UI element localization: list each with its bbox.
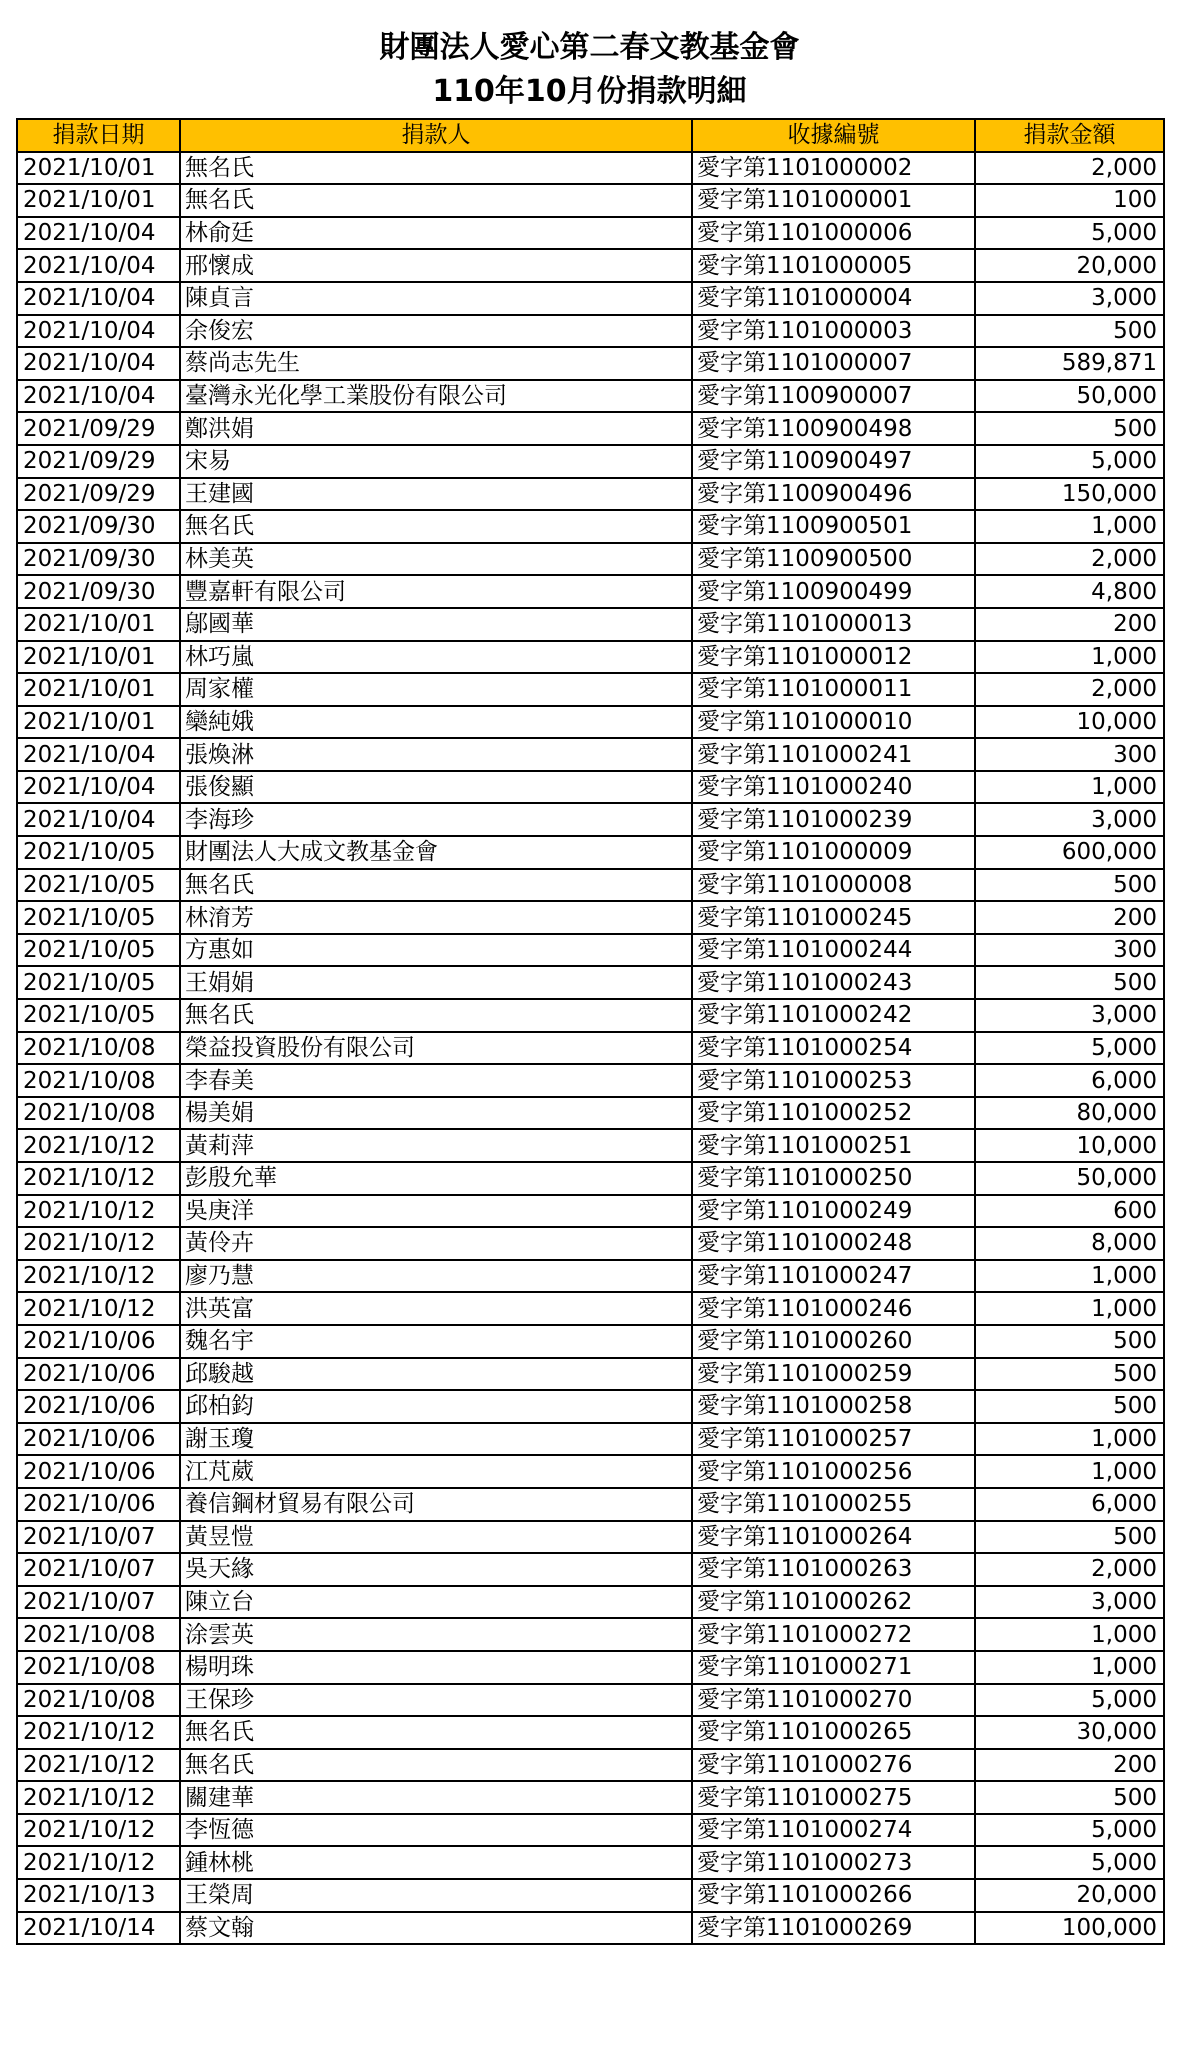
cell-receipt-number: 愛字第1101000257 — [692, 1423, 975, 1456]
cell-date: 2021/10/05 — [17, 836, 180, 869]
cell-donor: 張煥淋 — [180, 738, 692, 771]
cell-amount: 50,000 — [975, 1162, 1164, 1195]
table-row — [17, 771, 1164, 804]
cell-date: 2021/10/12 — [17, 1814, 180, 1847]
cell-receipt-number: 愛字第1101000271 — [692, 1651, 975, 1684]
table-row — [17, 1521, 1164, 1554]
cell-donor: 彭殷允華 — [180, 1162, 692, 1195]
cell-amount: 5,000 — [975, 1814, 1164, 1847]
cell-donor: 邱柏鈞 — [180, 1390, 692, 1423]
cell-donor: 豐嘉軒有限公司 — [180, 575, 692, 608]
table-row — [17, 1749, 1164, 1782]
cell-donor: 宋易 — [180, 445, 692, 478]
table-row — [17, 1097, 1164, 1130]
cell-receipt-number: 愛字第1101000247 — [692, 1260, 975, 1293]
cell-receipt-number: 愛字第1101000254 — [692, 1032, 975, 1065]
table-row — [17, 1423, 1164, 1456]
cell-date: 2021/10/06 — [17, 1390, 180, 1423]
cell-date: 2021/10/12 — [17, 1846, 180, 1879]
table-row — [17, 1716, 1164, 1749]
cell-date: 2021/10/04 — [17, 771, 180, 804]
table-header — [17, 119, 1164, 152]
cell-date: 2021/10/01 — [17, 608, 180, 641]
cell-amount: 500 — [975, 1781, 1164, 1814]
cell-amount: 30,000 — [975, 1716, 1164, 1749]
cell-donor: 楊明珠 — [180, 1651, 692, 1684]
donation-table — [16, 118, 1165, 1945]
cell-donor: 張俊顯 — [180, 771, 692, 804]
cell-date: 2021/10/12 — [17, 1781, 180, 1814]
cell-receipt-number: 愛字第1101000252 — [692, 1097, 975, 1130]
cell-receipt-number: 愛字第1101000275 — [692, 1781, 975, 1814]
cell-receipt-number: 愛字第1101000010 — [692, 706, 975, 739]
cell-donor: 榮益投資股份有限公司 — [180, 1032, 692, 1065]
cell-date: 2021/10/08 — [17, 1032, 180, 1065]
cell-receipt-number: 愛字第1101000246 — [692, 1292, 975, 1325]
cell-date: 2021/10/12 — [17, 1162, 180, 1195]
table-row — [17, 641, 1164, 674]
cell-amount: 50,000 — [975, 380, 1164, 413]
cell-amount: 200 — [975, 901, 1164, 934]
cell-amount: 3,000 — [975, 999, 1164, 1032]
table-row — [17, 1912, 1164, 1945]
cell-date: 2021/09/29 — [17, 445, 180, 478]
cell-donor: 楊美娟 — [180, 1097, 692, 1130]
cell-date: 2021/10/01 — [17, 706, 180, 739]
cell-donor: 無名氏 — [180, 999, 692, 1032]
cell-donor: 魏名宇 — [180, 1325, 692, 1358]
table-row — [17, 575, 1164, 608]
cell-date: 2021/10/08 — [17, 1064, 180, 1097]
cell-amount: 150,000 — [975, 478, 1164, 511]
cell-donor: 吳天緣 — [180, 1553, 692, 1586]
cell-date: 2021/10/12 — [17, 1227, 180, 1260]
cell-receipt-number: 愛字第1101000269 — [692, 1912, 975, 1945]
cell-amount: 10,000 — [975, 1129, 1164, 1162]
cell-receipt-number: 愛字第1101000248 — [692, 1227, 975, 1260]
table-row — [17, 412, 1164, 445]
cell-donor: 李海珍 — [180, 803, 692, 836]
cell-receipt-number: 愛字第1101000001 — [692, 184, 975, 217]
cell-amount: 500 — [975, 412, 1164, 445]
table-row — [17, 217, 1164, 250]
cell-receipt-number: 愛字第1101000008 — [692, 869, 975, 902]
cell-date: 2021/09/30 — [17, 575, 180, 608]
cell-date: 2021/10/04 — [17, 738, 180, 771]
cell-amount: 1,000 — [975, 1455, 1164, 1488]
cell-receipt-number: 愛字第1101000274 — [692, 1814, 975, 1847]
cell-receipt-number: 愛字第1100900496 — [692, 478, 975, 511]
cell-donor: 鍾林桃 — [180, 1846, 692, 1879]
table-row — [17, 608, 1164, 641]
cell-amount: 20,000 — [975, 1879, 1164, 1912]
cell-amount: 500 — [975, 1358, 1164, 1391]
cell-donor: 邱駿越 — [180, 1358, 692, 1391]
table-row — [17, 1195, 1164, 1228]
cell-amount: 1,000 — [975, 641, 1164, 674]
cell-donor: 無名氏 — [180, 184, 692, 217]
cell-amount: 500 — [975, 869, 1164, 902]
cell-amount: 1,000 — [975, 510, 1164, 543]
table-row — [17, 445, 1164, 478]
table-row — [17, 706, 1164, 739]
cell-donor: 林巧嵐 — [180, 641, 692, 674]
cell-donor: 無名氏 — [180, 510, 692, 543]
table-row — [17, 999, 1164, 1032]
cell-receipt-number: 愛字第1101000011 — [692, 673, 975, 706]
cell-receipt-number: 愛字第1101000249 — [692, 1195, 975, 1228]
cell-amount: 1,000 — [975, 1651, 1164, 1684]
cell-amount: 2,000 — [975, 152, 1164, 185]
table-row — [17, 1064, 1164, 1097]
table-row — [17, 543, 1164, 576]
cell-date: 2021/10/06 — [17, 1455, 180, 1488]
header-donor: 捐款人 — [180, 119, 692, 152]
cell-donor: 王建國 — [180, 478, 692, 511]
table-row — [17, 1227, 1164, 1260]
cell-receipt-number: 愛字第1101000244 — [692, 934, 975, 967]
cell-donor: 王榮周 — [180, 1879, 692, 1912]
cell-receipt-number: 愛字第1100900498 — [692, 412, 975, 445]
table-row — [17, 1325, 1164, 1358]
cell-date: 2021/10/04 — [17, 249, 180, 282]
cell-donor: 黃莉萍 — [180, 1129, 692, 1162]
cell-donor: 養信鋼材貿易有限公司 — [180, 1488, 692, 1521]
cell-amount: 100 — [975, 184, 1164, 217]
cell-date: 2021/10/04 — [17, 282, 180, 315]
cell-date: 2021/10/06 — [17, 1423, 180, 1456]
header-amount: 捐款金額 — [975, 119, 1164, 152]
cell-receipt-number: 愛字第1101000259 — [692, 1358, 975, 1391]
cell-amount: 200 — [975, 1749, 1164, 1782]
cell-amount: 589,871 — [975, 347, 1164, 380]
cell-amount: 200 — [975, 608, 1164, 641]
cell-date: 2021/10/06 — [17, 1488, 180, 1521]
cell-amount: 20,000 — [975, 249, 1164, 282]
table-row — [17, 1684, 1164, 1717]
cell-donor: 周家權 — [180, 673, 692, 706]
header-date: 捐款日期 — [17, 119, 180, 152]
cell-donor: 陳貞言 — [180, 282, 692, 315]
cell-receipt-number: 愛字第1101000003 — [692, 315, 975, 348]
table-row — [17, 869, 1164, 902]
cell-date: 2021/09/30 — [17, 510, 180, 543]
cell-date: 2021/10/01 — [17, 152, 180, 185]
table-row — [17, 934, 1164, 967]
cell-date: 2021/10/01 — [17, 184, 180, 217]
table-row — [17, 738, 1164, 771]
cell-donor: 黃昱愷 — [180, 1521, 692, 1554]
cell-donor: 方惠如 — [180, 934, 692, 967]
table-row — [17, 1651, 1164, 1684]
cell-amount: 10,000 — [975, 706, 1164, 739]
cell-date: 2021/10/04 — [17, 347, 180, 380]
cell-amount: 8,000 — [975, 1227, 1164, 1260]
cell-donor: 無名氏 — [180, 1749, 692, 1782]
cell-receipt-number: 愛字第1101000009 — [692, 836, 975, 869]
table-row — [17, 1455, 1164, 1488]
table-row — [17, 1358, 1164, 1391]
cell-receipt-number: 愛字第1101000005 — [692, 249, 975, 282]
table-row — [17, 347, 1164, 380]
cell-amount: 300 — [975, 934, 1164, 967]
table-row — [17, 1846, 1164, 1879]
cell-receipt-number: 愛字第1101000250 — [692, 1162, 975, 1195]
cell-receipt-number: 愛字第1101000256 — [692, 1455, 975, 1488]
cell-date: 2021/10/08 — [17, 1097, 180, 1130]
cell-amount: 5,000 — [975, 1684, 1164, 1717]
cell-amount: 2,000 — [975, 1553, 1164, 1586]
cell-amount: 5,000 — [975, 1846, 1164, 1879]
header-receipt-number: 收據編號 — [692, 119, 975, 152]
cell-receipt-number: 愛字第1101000272 — [692, 1618, 975, 1651]
table-row — [17, 282, 1164, 315]
cell-donor: 無名氏 — [180, 1716, 692, 1749]
cell-date: 2021/10/14 — [17, 1912, 180, 1945]
cell-date: 2021/10/12 — [17, 1260, 180, 1293]
cell-amount: 600,000 — [975, 836, 1164, 869]
cell-amount: 1,000 — [975, 1260, 1164, 1293]
cell-date: 2021/10/05 — [17, 869, 180, 902]
cell-amount: 1,000 — [975, 1423, 1164, 1456]
cell-donor: 洪英富 — [180, 1292, 692, 1325]
cell-amount: 2,000 — [975, 543, 1164, 576]
cell-date: 2021/10/05 — [17, 934, 180, 967]
cell-donor: 無名氏 — [180, 152, 692, 185]
cell-receipt-number: 愛字第1101000004 — [692, 282, 975, 315]
table-row — [17, 803, 1164, 836]
cell-date: 2021/10/04 — [17, 803, 180, 836]
cell-amount: 6,000 — [975, 1064, 1164, 1097]
cell-amount: 80,000 — [975, 1097, 1164, 1130]
cell-amount: 600 — [975, 1195, 1164, 1228]
cell-donor: 余俊宏 — [180, 315, 692, 348]
cell-date: 2021/10/08 — [17, 1684, 180, 1717]
cell-amount: 4,800 — [975, 575, 1164, 608]
cell-donor: 涂雲英 — [180, 1618, 692, 1651]
cell-date: 2021/09/29 — [17, 478, 180, 511]
cell-amount: 500 — [975, 315, 1164, 348]
cell-date: 2021/10/04 — [17, 217, 180, 250]
cell-amount: 5,000 — [975, 217, 1164, 250]
table-row — [17, 315, 1164, 348]
cell-date: 2021/10/05 — [17, 966, 180, 999]
table-row — [17, 966, 1164, 999]
cell-donor: 王保珍 — [180, 1684, 692, 1717]
cell-date: 2021/10/01 — [17, 641, 180, 674]
table-row — [17, 510, 1164, 543]
table-row — [17, 1260, 1164, 1293]
table-row — [17, 1390, 1164, 1423]
cell-amount: 500 — [975, 1521, 1164, 1554]
cell-receipt-number: 愛字第1101000265 — [692, 1716, 975, 1749]
cell-receipt-number: 愛字第1101000260 — [692, 1325, 975, 1358]
cell-receipt-number: 愛字第1101000273 — [692, 1846, 975, 1879]
table-row — [17, 836, 1164, 869]
table-row — [17, 1162, 1164, 1195]
cell-date: 2021/10/12 — [17, 1716, 180, 1749]
cell-donor: 謝玉瓊 — [180, 1423, 692, 1456]
cell-date: 2021/10/12 — [17, 1292, 180, 1325]
cell-donor: 林美英 — [180, 543, 692, 576]
cell-receipt-number: 愛字第1101000264 — [692, 1521, 975, 1554]
cell-donor: 王娟娟 — [180, 966, 692, 999]
cell-amount: 3,000 — [975, 282, 1164, 315]
cell-receipt-number: 愛字第1101000258 — [692, 1390, 975, 1423]
cell-date: 2021/10/05 — [17, 999, 180, 1032]
table-row — [17, 184, 1164, 217]
cell-receipt-number: 愛字第1100900499 — [692, 575, 975, 608]
cell-date: 2021/09/30 — [17, 543, 180, 576]
table-row — [17, 1879, 1164, 1912]
cell-amount: 3,000 — [975, 803, 1164, 836]
header-row — [17, 119, 1164, 152]
cell-amount: 6,000 — [975, 1488, 1164, 1521]
cell-amount: 5,000 — [975, 445, 1164, 478]
cell-donor: 臺灣永光化學工業股份有限公司 — [180, 380, 692, 413]
document-title: 財團法人愛心第二春文教基金會 — [379, 30, 800, 65]
cell-amount: 300 — [975, 738, 1164, 771]
cell-donor: 關建華 — [180, 1781, 692, 1814]
cell-receipt-number: 愛字第1101000013 — [692, 608, 975, 641]
cell-amount: 100,000 — [975, 1912, 1164, 1945]
cell-donor: 無名氏 — [180, 869, 692, 902]
cell-date: 2021/10/06 — [17, 1325, 180, 1358]
table-row — [17, 901, 1164, 934]
cell-donor: 欒純娥 — [180, 706, 692, 739]
table-row — [17, 1618, 1164, 1651]
cell-donor: 蔡文翰 — [180, 1912, 692, 1945]
cell-donor: 邢懷成 — [180, 249, 692, 282]
cell-date: 2021/10/07 — [17, 1521, 180, 1554]
cell-receipt-number: 愛字第1101000253 — [692, 1064, 975, 1097]
table-row — [17, 673, 1164, 706]
cell-date: 2021/10/12 — [17, 1195, 180, 1228]
cell-receipt-number: 愛字第1101000002 — [692, 152, 975, 185]
cell-amount: 5,000 — [975, 1032, 1164, 1065]
cell-date: 2021/10/01 — [17, 673, 180, 706]
cell-date: 2021/10/12 — [17, 1749, 180, 1782]
table-row — [17, 249, 1164, 282]
cell-donor: 李春美 — [180, 1064, 692, 1097]
cell-date: 2021/10/06 — [17, 1358, 180, 1391]
cell-donor: 吳庚洋 — [180, 1195, 692, 1228]
document-subtitle: 110年10月份捐款明細 — [432, 74, 747, 109]
cell-receipt-number: 愛字第1101000241 — [692, 738, 975, 771]
cell-date: 2021/10/08 — [17, 1618, 180, 1651]
cell-receipt-number: 愛字第1101000240 — [692, 771, 975, 804]
table-row — [17, 1129, 1164, 1162]
cell-amount: 500 — [975, 1325, 1164, 1358]
cell-date: 2021/10/04 — [17, 380, 180, 413]
cell-date: 2021/10/07 — [17, 1553, 180, 1586]
cell-date: 2021/10/05 — [17, 901, 180, 934]
cell-receipt-number: 愛字第1101000263 — [692, 1553, 975, 1586]
table-row — [17, 1781, 1164, 1814]
cell-amount: 2,000 — [975, 673, 1164, 706]
cell-donor: 李恆德 — [180, 1814, 692, 1847]
cell-receipt-number: 愛字第1100900500 — [692, 543, 975, 576]
cell-donor: 財團法人大成文教基金會 — [180, 836, 692, 869]
cell-amount: 1,000 — [975, 1292, 1164, 1325]
cell-donor: 陳立台 — [180, 1586, 692, 1619]
table-row — [17, 152, 1164, 185]
table-row — [17, 1292, 1164, 1325]
cell-date: 2021/10/04 — [17, 315, 180, 348]
cell-amount: 3,000 — [975, 1586, 1164, 1619]
table-row — [17, 1586, 1164, 1619]
cell-date: 2021/10/12 — [17, 1129, 180, 1162]
cell-date: 2021/10/13 — [17, 1879, 180, 1912]
table-row — [17, 1488, 1164, 1521]
cell-receipt-number: 愛字第1100900007 — [692, 380, 975, 413]
cell-date: 2021/10/08 — [17, 1651, 180, 1684]
cell-donor: 江芃葳 — [180, 1455, 692, 1488]
table-row — [17, 380, 1164, 413]
cell-donor: 鄭洪娟 — [180, 412, 692, 445]
table-row — [17, 478, 1164, 511]
cell-amount: 500 — [975, 1390, 1164, 1423]
cell-amount: 1,000 — [975, 1618, 1164, 1651]
cell-donor: 廖乃慧 — [180, 1260, 692, 1293]
cell-donor: 蔡尚志先生 — [180, 347, 692, 380]
cell-receipt-number: 愛字第1101000243 — [692, 966, 975, 999]
cell-receipt-number: 愛字第1100900501 — [692, 510, 975, 543]
cell-receipt-number: 愛字第1101000245 — [692, 901, 975, 934]
cell-date: 2021/09/29 — [17, 412, 180, 445]
table-row — [17, 1553, 1164, 1586]
cell-receipt-number: 愛字第1101000262 — [692, 1586, 975, 1619]
cell-receipt-number: 愛字第1101000242 — [692, 999, 975, 1032]
cell-receipt-number: 愛字第1101000006 — [692, 217, 975, 250]
cell-receipt-number: 愛字第1101000255 — [692, 1488, 975, 1521]
cell-date: 2021/10/07 — [17, 1586, 180, 1619]
cell-receipt-number: 愛字第1101000276 — [692, 1749, 975, 1782]
cell-amount: 1,000 — [975, 771, 1164, 804]
cell-receipt-number: 愛字第1101000266 — [692, 1879, 975, 1912]
cell-receipt-number: 愛字第1101000270 — [692, 1684, 975, 1717]
table-row — [17, 1814, 1164, 1847]
cell-receipt-number: 愛字第1101000012 — [692, 641, 975, 674]
cell-donor: 林淯芳 — [180, 901, 692, 934]
cell-donor: 鄔國華 — [180, 608, 692, 641]
cell-donor: 林俞廷 — [180, 217, 692, 250]
cell-donor: 黃伶卉 — [180, 1227, 692, 1260]
cell-receipt-number: 愛字第1101000239 — [692, 803, 975, 836]
cell-receipt-number: 愛字第1101000007 — [692, 347, 975, 380]
cell-amount: 500 — [975, 966, 1164, 999]
cell-receipt-number: 愛字第1101000251 — [692, 1129, 975, 1162]
table-body — [17, 152, 1164, 1945]
table-row — [17, 1032, 1164, 1065]
cell-receipt-number: 愛字第1100900497 — [692, 445, 975, 478]
